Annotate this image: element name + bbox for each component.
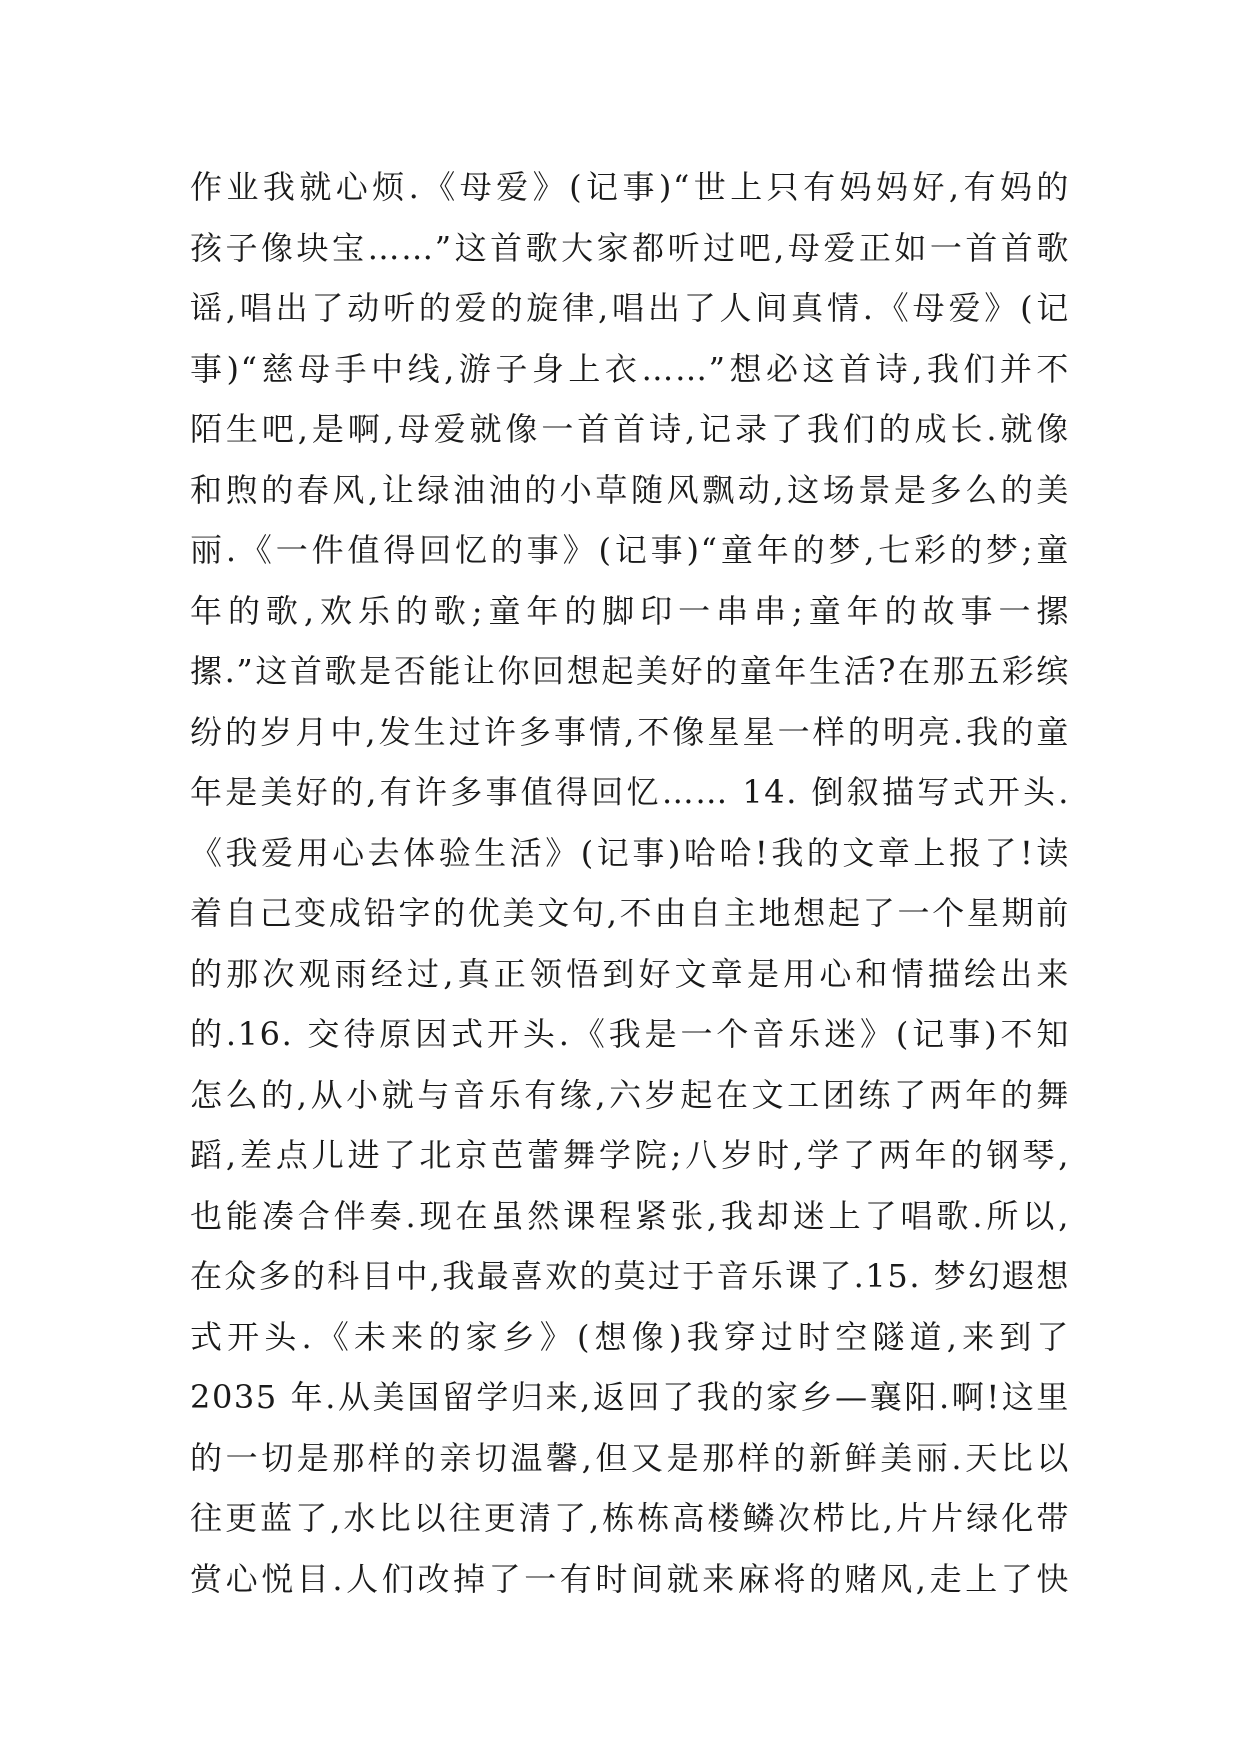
text-line: 事)“慈母手中线,游子身上衣……”想必这首诗,我们并不 [190, 349, 1070, 388]
text-line: 在众多的科目中,我最喜欢的莫过于音乐课了.15. 梦幻遐想 [190, 1257, 1070, 1295]
text-line: 年的歌,欢乐的歌;童年的脚印一串串;童年的故事一摞 [190, 591, 1070, 630]
text-line: 的那次观雨经过,真正领悟到好文章是用心和情描绘出来 [190, 954, 1070, 993]
text-line: 着自己变成铅字的优美文句,不由自主地想起了一个星期前 [190, 894, 1070, 932]
text-line: 孩子像块宝……”这首歌大家都听过吧,母爱正如一首首歌 [190, 228, 1070, 267]
text-line: 式开头.《未来的家乡》(想像)我穿过时空隧道,来到了 [190, 1317, 1070, 1356]
text-line: 谣,唱出了动听的爱的旋律,唱出了人间真情.《母爱》(记 [190, 289, 1070, 327]
text-line: 摞.”这首歌是否能让你回想起美好的童年生活?在那五彩缤 [190, 652, 1070, 690]
body-text [190, 157, 1070, 1609]
text-line: 陌生吧,是啊,母爱就像一首首诗,记录了我们的成长.就像 [190, 410, 1070, 448]
text-line: 2035 年.从美国留学归来,返回了我的家乡—襄阳.啊!这里 [190, 1378, 1070, 1416]
text-line: 年是美好的,有许多事值得回忆…… 14. 倒叙描写式开头. [190, 773, 1070, 811]
text-line: 纷的岁月中,发生过许多事情,不像星星一样的明亮.我的童 [190, 712, 1070, 751]
text-line: 的.16. 交待原因式开头.《我是一个音乐迷》(记事)不知 [190, 1015, 1070, 1053]
text-line: 也能凑合伴奏.现在虽然课程紧张,我却迷上了唱歌.所以, [190, 1196, 1070, 1235]
text-line: 往更蓝了,水比以往更清了,栋栋高楼鳞次栉比,片片绿化带 [190, 1499, 1070, 1537]
text-line: 丽.《一件值得回忆的事》(记事)“童年的梦,七彩的梦;童 [190, 531, 1070, 569]
text-line: 和煦的春风,让绿油油的小草随风飘动,这场景是多么的美 [190, 470, 1070, 509]
text-line: 的一切是那样的亲切温馨,但又是那样的新鲜美丽.天比以 [190, 1438, 1070, 1477]
text-line: 《我爱用心去体验生活》(记事)哈哈!我的文章上报了!读 [190, 833, 1070, 872]
text-line: 赏心悦目.人们改掉了一有时间就来麻将的赌风,走上了快 [190, 1559, 1070, 1598]
text-line: 作业我就心烦.《母爱》(记事)“世上只有妈妈好,有妈的 [190, 168, 1070, 206]
text-line: 怎么的,从小就与音乐有缘,六岁起在文工团练了两年的舞 [190, 1075, 1070, 1114]
text-line: 蹈,差点儿进了北京芭蕾舞学院;八岁时,学了两年的钢琴, [190, 1136, 1070, 1174]
